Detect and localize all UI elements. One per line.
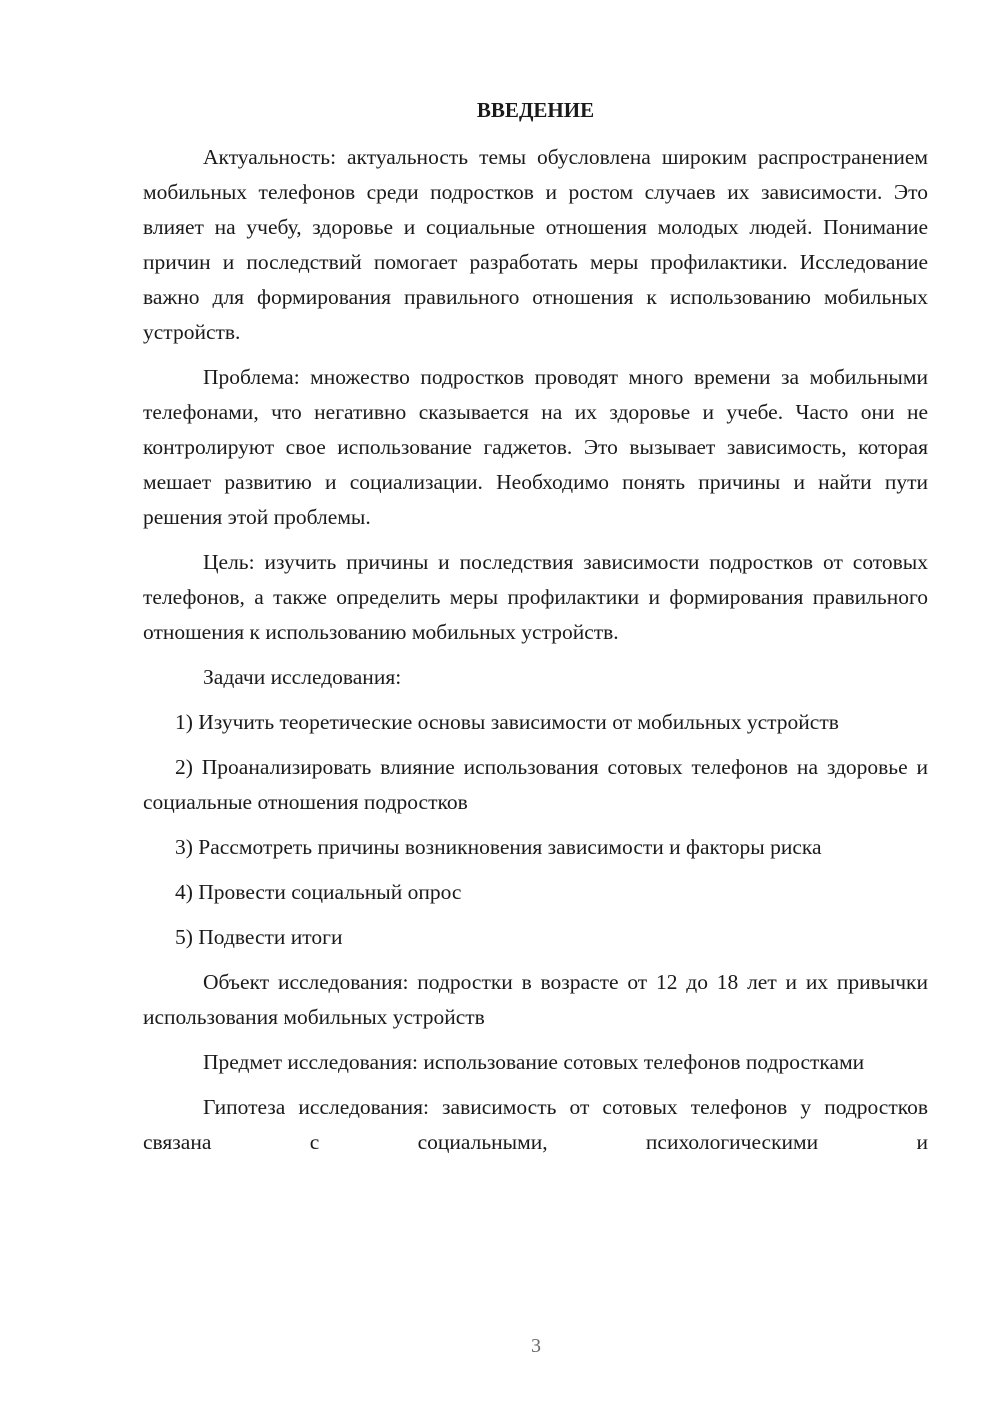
tasks-heading: Задачи исследования: [203,665,402,689]
paragraph-goal: Цель: изучить причины и последствия зависимости подростков от сотовых телефонов, а также определить меры профилактики и формирования правильного отношения к использованию мобильных устройств. [143,550,928,644]
task-item-1: 1) Изучить теоретические основы зависимости от мобильных устройств [175,710,839,734]
document-page [143,94,928,1170]
task-item-3: 3) Рассмотреть причины возникновения зависимости и факторы риска [175,835,822,859]
page-number: 3 [531,1335,541,1357]
task-item-4: 4) Провести социальный опрос [175,880,462,904]
paragraph-hypothesis: Гипотеза исследования: зависимость от сотовых телефонов у подростков связана с социальными, психологическими и [143,1095,928,1154]
section-title: ВВЕДЕНИЕ [476,98,595,122]
paragraph-problem: Проблема: множество подростков проводят много времени за мобильными телефонами, что негативно сказывается на их здоровье и учебе. Часто они не контролируют свое использование гаджетов. Это вызывает зависимость, которая мешает развитию и социализации. Необходимо понять причины и найти пути решения этой проблемы. [143,365,928,529]
task-item-2: 2) Проанализировать влияние использования сотовых телефонов на здоровье и социальные отношения подростков [143,755,928,814]
task-item-5: 5) Подвести итоги [175,925,343,949]
paragraph-object: Объект исследования: подростки в возрасте от 12 до 18 лет и их привычки использования мобильных устройств [143,970,928,1029]
paragraph-subject: Предмет исследования: использование сотовых телефонов подростками [203,1050,865,1074]
paragraph-relevance: Актуальность: актуальность темы обусловлена широким распространением мобильных телефонов среди подростков и ростом случаев их зависимости. Это влияет на учебу, здоровье и социальные отношения молодых людей. Понимание причин и последствий помогает разработать меры профилактики. Исследование важно для формирования правильного отношения к использованию мобильных устройств. [143,145,928,344]
